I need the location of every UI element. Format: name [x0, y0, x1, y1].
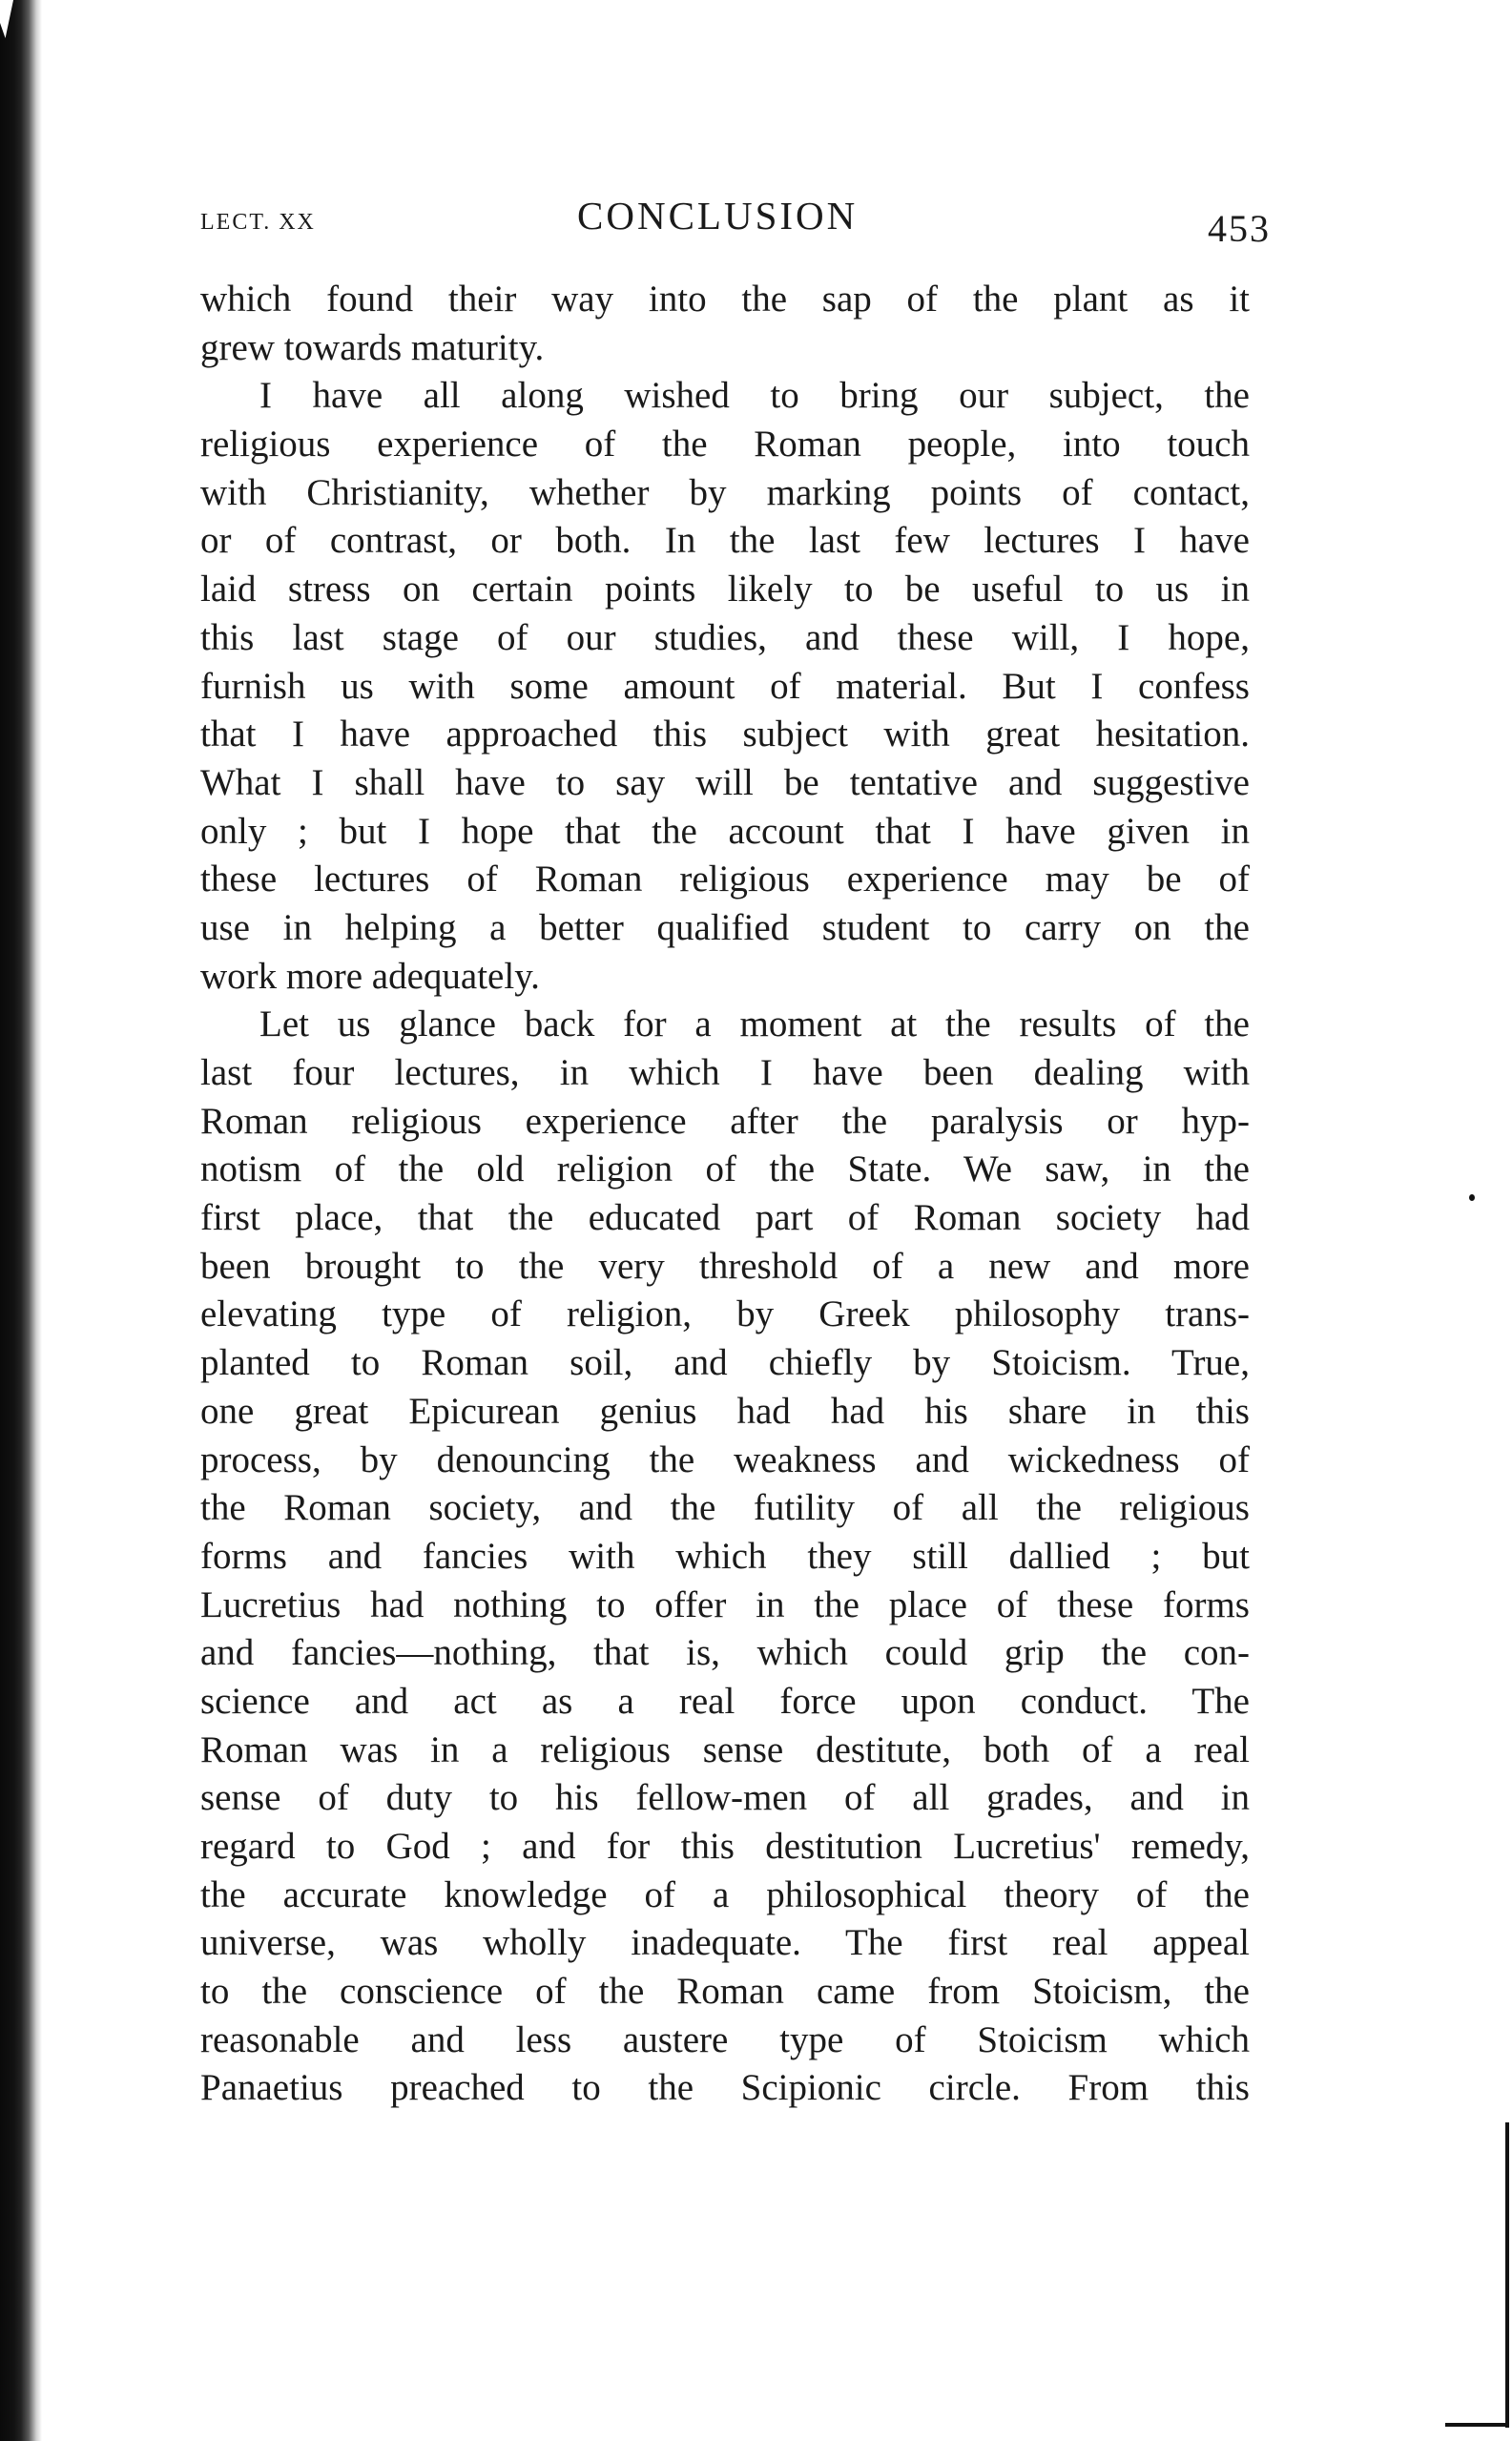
text-line: reasonable and less austere type of Stoicism which — [200, 2018, 1250, 2060]
text-line: grew towards maturity. — [200, 326, 545, 368]
page-number: 453 — [1208, 207, 1271, 250]
text-line: notism of the old religion of the State. We saw, in the — [200, 1148, 1250, 1190]
text-line: elevating type of religion, by Greek philosophy trans- — [200, 1293, 1250, 1335]
scan-edge-right — [1505, 2122, 1509, 2428]
text-line: which found their way into the sap of the plant as it — [200, 279, 1250, 320]
text-line: this last stage of our studies, and these will, I hope, — [200, 616, 1250, 658]
running-header — [200, 189, 1271, 256]
text-line: or of contrast, or both. In the last few lectures I have — [200, 520, 1250, 562]
text-line: Roman religious experience after the paralysis or hyp- — [200, 1100, 1250, 1142]
chapter-title: CONCLUSION — [577, 194, 859, 238]
text-line: work more adequately. — [200, 955, 540, 997]
text-line: Let us glance back for a moment at the results of the — [259, 1003, 1250, 1045]
text-line: religious experience of the Roman people, into touch — [200, 424, 1250, 465]
text-line: to the conscience of the Roman came from Stoicism, the — [200, 1971, 1250, 2013]
text-line: furnish us with some amount of material. But I confess — [200, 665, 1250, 707]
text-line: universe, was wholly inadequate. The first real appeal — [200, 1922, 1250, 1964]
text-line: the Roman society, and the futility of all the religious — [200, 1487, 1250, 1529]
text-line: laid stress on certain points likely to be useful to us in — [200, 569, 1250, 610]
text-line: sense of duty to his fellow-men of all grades, and in — [200, 1777, 1250, 1819]
text-line: and fancies—nothing, that is, which could grip the con- — [200, 1632, 1250, 1674]
binding-edge-shadow — [0, 0, 42, 2441]
text-line: Roman was in a religious sense destitute, both of a real — [200, 1728, 1250, 1770]
text-line: only ; but I hope that the account that I have given in — [200, 810, 1250, 852]
text-line: been brought to the very threshold of a new and more — [200, 1245, 1250, 1287]
text-line: last four lectures, in which I have been dealing with — [200, 1052, 1250, 1093]
text-line: that I have approached this subject with great hesitation. — [200, 714, 1250, 755]
ink-speck — [1469, 1194, 1475, 1201]
scan-edge-bottom — [1445, 2423, 1509, 2427]
text-line: use in helping a better qualified student to carry on the — [200, 906, 1250, 948]
text-line: process, by denouncing the weakness and wickedness of — [200, 1438, 1250, 1480]
text-line: regard to God ; and for this destitution Lucretius' remedy, — [200, 1826, 1250, 1867]
text-line: with Christianity, whether by marking points of contact, — [200, 471, 1250, 513]
text-line: Lucretius had nothing to offer in the place of these forms — [200, 1583, 1250, 1625]
text-line: one great Epicurean genius had had his share in this — [200, 1390, 1250, 1432]
text-line: planted to Roman soil, and chiefly by Stoicism. True, — [200, 1342, 1250, 1384]
text-line: first place, that the educated part of Roman society had — [200, 1197, 1250, 1239]
text-line: Panaetius preached to the Scipionic circle. From this — [200, 2067, 1250, 2109]
text-line: the accurate knowledge of a philosophical theory of the — [200, 1873, 1250, 1915]
text-line: science and act as a real force upon conduct. The — [200, 1680, 1250, 1722]
lecture-label: LECT. XX — [200, 210, 316, 235]
text-line: What I shall have to say will be tentative and suggestive — [200, 761, 1250, 803]
body-text — [200, 276, 1250, 2113]
text-line: I have all along wished to bring our subject, the — [259, 375, 1250, 417]
text-line: these lectures of Roman religious experience may be of — [200, 858, 1250, 900]
text-line: forms and fancies with which they still dallied ; but — [200, 1535, 1250, 1577]
